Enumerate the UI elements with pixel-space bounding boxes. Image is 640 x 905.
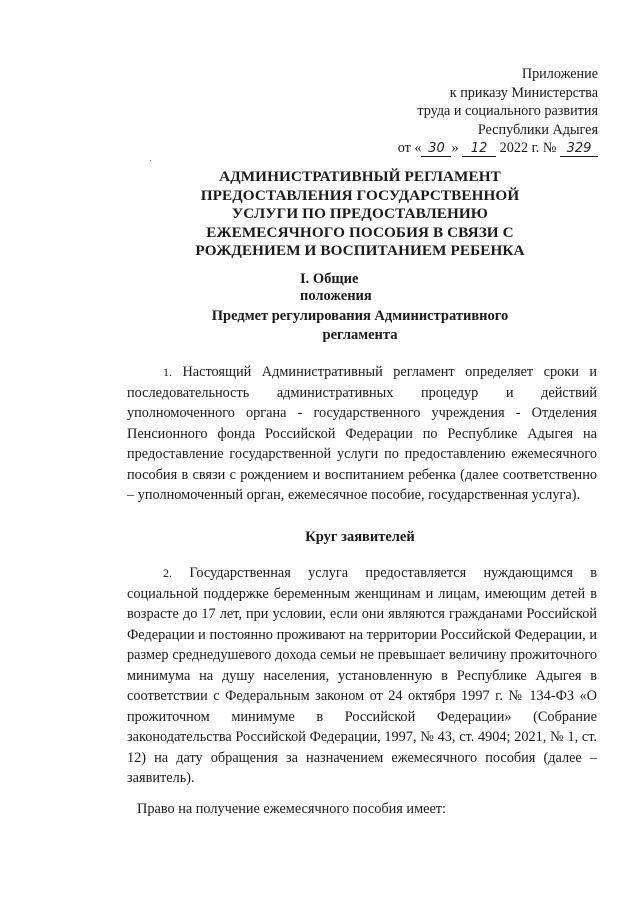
paragraph-number: 1. bbox=[163, 365, 172, 379]
paragraph-number: 2. bbox=[163, 566, 172, 580]
paragraph-1 bbox=[127, 362, 597, 506]
paragraph-text: Настоящий Административный регламент определяет сроки и последовательность административных процедур и действий уполномоченного органа - государственного учреждения - Отделения Пенсионного фонда Российской Федерации по Республике Адыгея на предоставление государственной услуги по предоставлению ежемесячного пособия в связи с рождением и воспитанием ребенка (далее соответственно – уполномоченный орган, ежемесячное пособие, государственная услуга). bbox=[127, 364, 597, 503]
subsection-heading-line: регламента bbox=[322, 326, 398, 343]
subsection-heading-applicants: Круг заявителей bbox=[305, 529, 415, 545]
approval-line: Республики Адыгея bbox=[477, 121, 598, 138]
approval-line: труда и социального развития bbox=[417, 103, 598, 119]
paragraph-3: Право на получение ежемесячного пособия имеет: bbox=[137, 801, 447, 817]
approval-line: к приказу Министерства bbox=[449, 84, 598, 101]
date-mid: » bbox=[451, 140, 459, 156]
subsection-heading-subject bbox=[200, 307, 520, 344]
title-line: УСЛУГИ ПО ПРЕДОСТАВЛЕНИЮ bbox=[232, 205, 488, 222]
section-heading-general: I. Общие положения bbox=[300, 271, 372, 304]
subsection-heading-line: Предмет регулирования Административного bbox=[211, 308, 509, 324]
handwritten-order-number: 329 bbox=[560, 142, 598, 157]
document-title bbox=[150, 168, 570, 261]
handwritten-day: 30 bbox=[421, 142, 451, 157]
scan-speck bbox=[150, 160, 151, 161]
approval-line: Приложение bbox=[521, 66, 598, 82]
approval-date-line bbox=[298, 139, 598, 158]
approval-block bbox=[298, 65, 598, 158]
title-line: АДМИНИСТРАТИВНЫЙ РЕГЛАМЕНТ bbox=[219, 168, 501, 185]
paragraph-text: Государственная услуга предоставляется нуждающимся в социальной поддержке беременным женщинам и лицам, имеющим детей в возрасте до 17 лет, при условии, если они являются гражданами Российской Федерации и постоянно проживают на территории Российской Федерации, и размер среднедушевого дохода семьи не превышает величину прожиточного минимума на душу населения, установленную в Республике Адыгея в соответствии с Федеральным законом от 24 октября 1997 г. № 134-ФЗ «О прожиточном минимуме в Российской Федерации» (Собрание законодательства Российской Федерации, 1997, № 43, ст. 4904; 2021, № 1, ст. 12) на дату обращения за назначением ежемесячного пособия (далее – заявитель). bbox=[127, 565, 598, 786]
title-line: ПРЕДОСТАВЛЕНИЯ ГОСУДАРСТВЕННОЙ bbox=[200, 186, 520, 204]
handwritten-month: 12 bbox=[462, 142, 496, 157]
paragraph-2 bbox=[127, 563, 597, 789]
title-line: РОЖДЕНИЕМ И ВОСПИТАНИЕМ РЕБЕНКА bbox=[195, 242, 525, 259]
year-text: 2022 г. № bbox=[499, 140, 557, 156]
title-line: ЕЖЕМЕСЯЧНОГО ПОСОБИЯ В СВЯЗИ С bbox=[206, 223, 514, 241]
date-prefix: от « bbox=[397, 140, 422, 156]
